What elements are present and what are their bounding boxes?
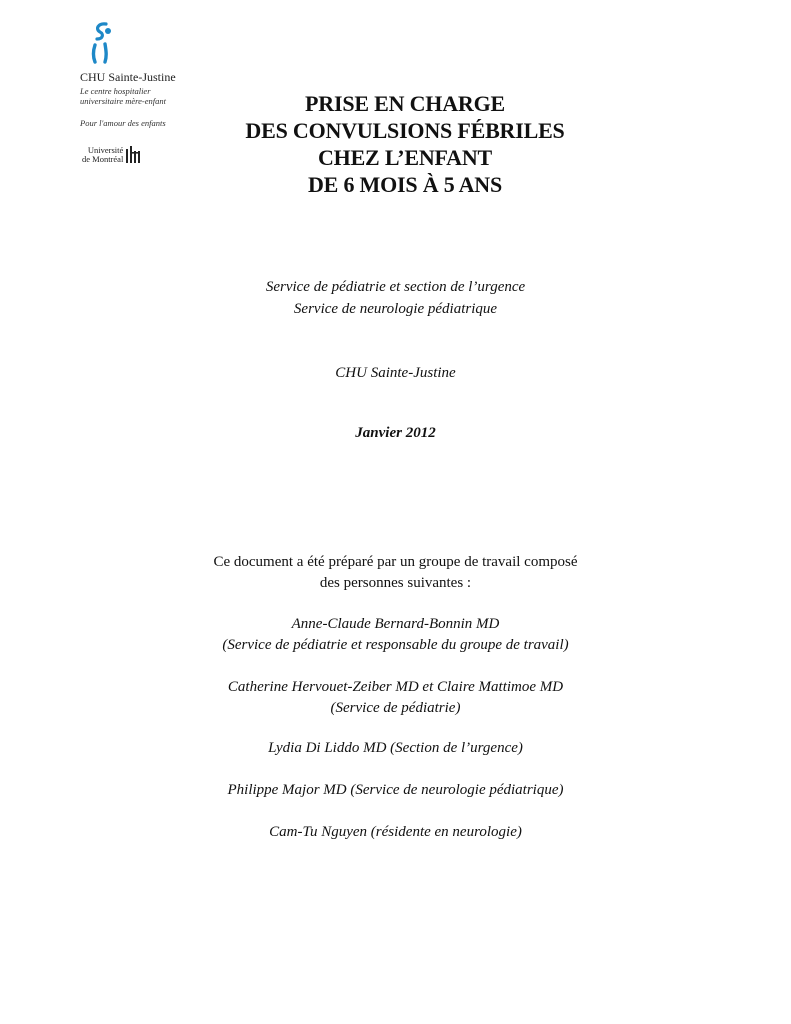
service-line: Service de pédiatrie et section de l’urgence [265, 279, 526, 295]
member-name: Philippe Major MD (Service de neurologie pédiatrique) [227, 782, 564, 798]
university-building-icon [125, 146, 141, 164]
university-name-line: de Montréal [82, 154, 124, 164]
title-line: DE 6 MOIS À 5 ANS [307, 172, 503, 197]
title-line: DES CONVULSIONS FÉBRILES [245, 118, 565, 143]
university-name [82, 146, 123, 164]
document-title [180, 90, 630, 198]
member-entry [0, 780, 791, 801]
services-block [0, 276, 791, 320]
document-date: Janvier 2012 [355, 425, 436, 441]
intro-line: des personnes suivantes : [319, 575, 472, 591]
member-name: Cam-Tu Nguyen (résidente en neurologie) [269, 824, 522, 840]
chu-sainte-justine-logo-icon [86, 20, 116, 64]
member-name: Lydia Di Liddo MD (Section de l’urgence) [268, 740, 523, 756]
intro-line: Ce document a été préparé par un groupe de travail composé [213, 554, 578, 570]
logo-name: CHU Sainte-Justine [80, 70, 176, 84]
working-group-intro [0, 552, 791, 594]
member-entry [0, 738, 791, 759]
member-entry [0, 677, 791, 719]
logo-tagline-line: Le centre hospitalier [80, 86, 151, 96]
member-name: Catherine Hervouet-Zeiber MD et Claire Mattimoe MD [227, 679, 564, 695]
logo-tagline-line: universitaire mère-enfant [80, 96, 167, 106]
logo-motto: Pour l'amour des enfants [80, 118, 166, 128]
university-name-line: Université [87, 145, 124, 155]
member-role: (Service de pédiatrie) [330, 700, 461, 716]
service-line: Service de neurologie pédiatrique [293, 301, 498, 317]
member-entry [0, 614, 791, 656]
title-line: PRISE EN CHARGE [305, 91, 505, 116]
title-line: CHEZ L’ENFANT [317, 145, 493, 170]
member-name: Anne-Claude Bernard-Bonnin MD [291, 616, 500, 632]
member-entry [0, 822, 791, 843]
institution-name: CHU Sainte-Justine [335, 365, 456, 381]
member-role: (Service de pédiatrie et responsable du groupe de travail) [222, 637, 569, 653]
